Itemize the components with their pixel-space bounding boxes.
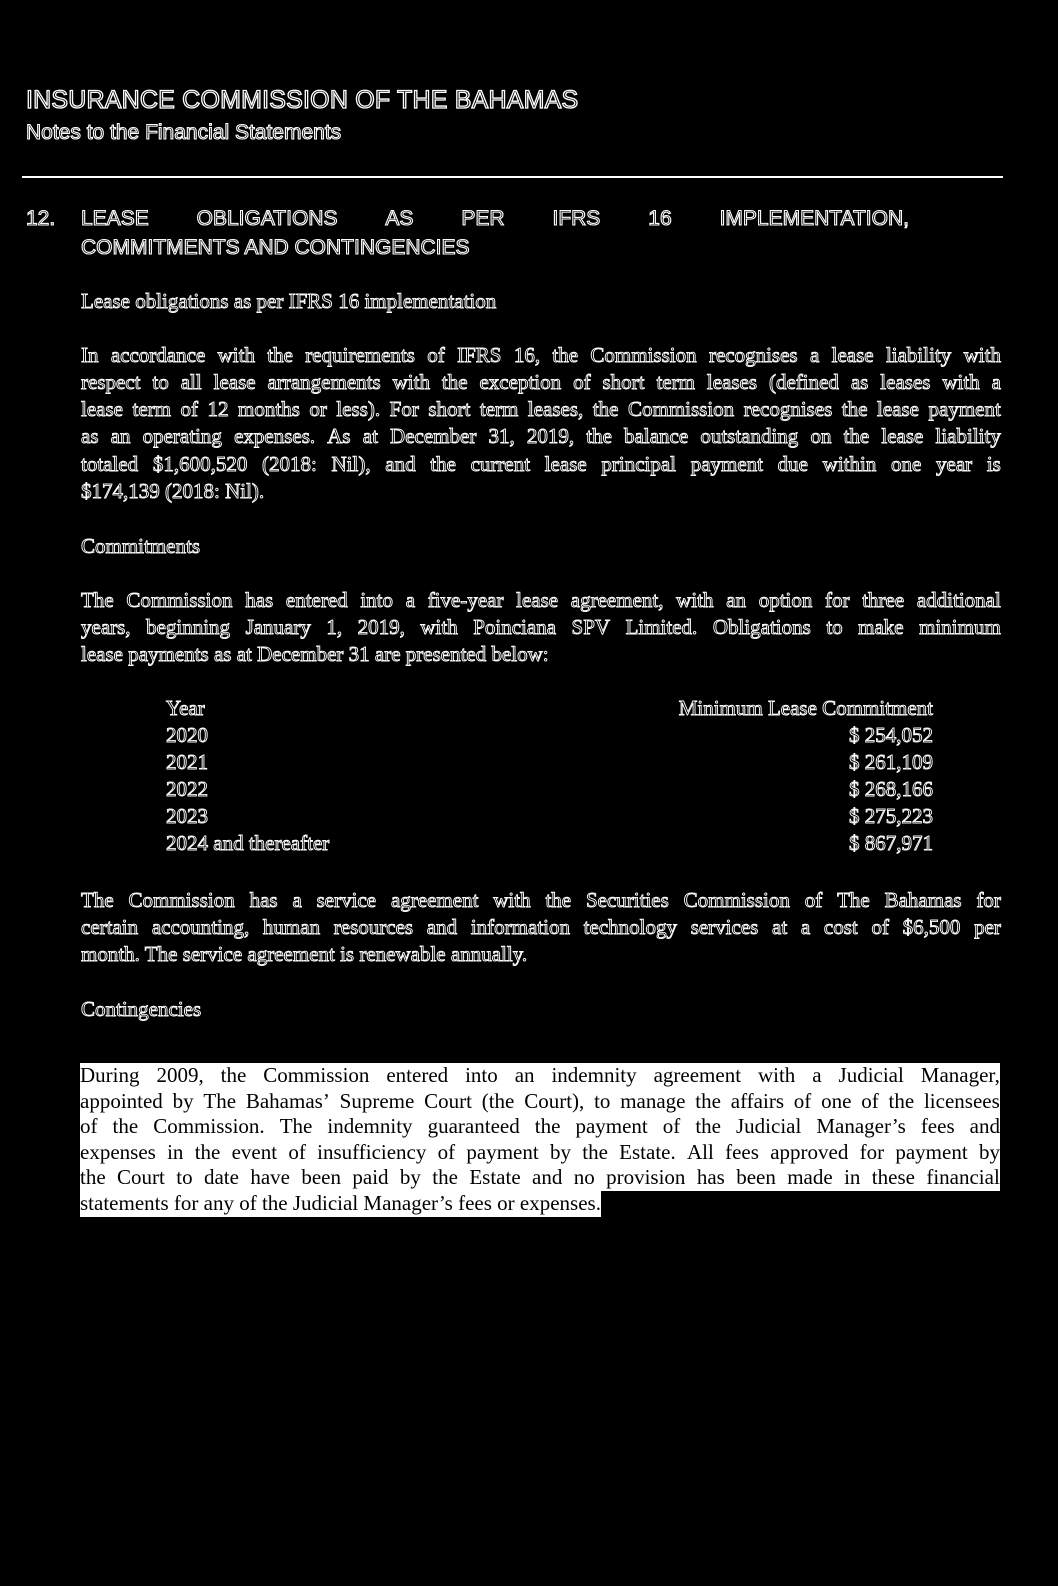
word: three (862, 588, 905, 612)
word: these (871, 1165, 915, 1189)
word: by (172, 1088, 194, 1113)
word: Estate (469, 1165, 521, 1189)
word: the (430, 452, 456, 476)
word: on (810, 424, 832, 448)
table-cell-amount: $ 867,971 (849, 831, 933, 855)
word: additional (916, 588, 1001, 612)
word: by (549, 1139, 571, 1164)
word: Commission (263, 1063, 370, 1087)
word: the (888, 1088, 915, 1113)
word: or (309, 397, 327, 421)
word: fees (920, 1114, 955, 1138)
word: has (696, 1165, 725, 1189)
word: the (267, 343, 293, 367)
word: 2019, (526, 424, 575, 448)
word: a (809, 343, 820, 367)
section-title-word: IFRS (552, 207, 601, 230)
contingencies-paragraph-line (80, 1165, 1000, 1191)
word: the (534, 1114, 561, 1138)
word: at (362, 424, 378, 448)
word: a (405, 588, 416, 612)
lease-paragraph-line (81, 370, 1001, 395)
word: been (736, 1165, 776, 1189)
word: Manager’s (816, 1114, 906, 1138)
word: an (514, 1063, 535, 1087)
word: per (974, 915, 1001, 939)
contingencies-heading: Contingencies (81, 997, 202, 1021)
word: of (180, 397, 198, 421)
service-paragraph-line (81, 915, 1001, 940)
word: approved (770, 1139, 849, 1164)
word: resources (333, 915, 414, 939)
commitments-paragraph-last: lease payments as at December 31 are presented below: (81, 642, 549, 666)
word: technology (583, 915, 677, 939)
word: date (203, 1165, 239, 1189)
word: indemnity (551, 1063, 637, 1087)
word: leases (706, 370, 758, 394)
word: agreement, (570, 588, 664, 612)
word: information (470, 915, 570, 939)
contingencies-paragraph-line (80, 1089, 1000, 1115)
word: Court (424, 1088, 472, 1113)
word: indemnity (327, 1114, 413, 1138)
contingencies-paragraph (80, 1063, 1000, 1217)
word: an (726, 588, 747, 612)
word: $6,500 (902, 915, 961, 939)
word: and (532, 1165, 563, 1189)
table-cell-amount: $ 268,166 (849, 777, 933, 801)
word: Judicial (838, 1063, 904, 1087)
word: option (758, 588, 813, 612)
word: outstanding (700, 424, 799, 448)
word: guaranteed (427, 1114, 520, 1138)
contingencies-paragraph-last: statements for any of the Judicial Manager’s fees or expenses. (80, 1190, 601, 1215)
word: leases, (527, 397, 584, 421)
section-number: 12. (26, 207, 56, 230)
service-paragraph-last: month. The service agreement is renewable annually. (81, 942, 528, 966)
word: agreement (653, 1063, 742, 1087)
word: lease (831, 343, 874, 367)
word: Limited. (625, 615, 698, 639)
table-cell-year: 2024 and thereafter (166, 831, 330, 855)
word: and (385, 452, 416, 476)
word: the (582, 1139, 608, 1164)
word: payment (575, 1114, 648, 1138)
word: the (841, 397, 868, 421)
word: affairs (730, 1088, 784, 1113)
word: a (292, 888, 302, 912)
word: human (262, 915, 321, 939)
word: of (427, 343, 445, 367)
word: liability (935, 424, 1001, 448)
word: the (695, 1088, 721, 1113)
word: and (426, 915, 458, 939)
word: lease (516, 588, 559, 612)
word: fees (725, 1139, 759, 1164)
word: no (573, 1165, 595, 1189)
word: due (777, 452, 808, 476)
word: with (392, 370, 430, 394)
word: year (936, 452, 973, 476)
contingencies-paragraph-line (80, 1063, 1000, 1089)
document-title: INSURANCE COMMISSION OF THE BAHAMAS (26, 86, 579, 114)
word: within (822, 452, 877, 476)
word: all (180, 370, 202, 394)
word: requirements (305, 343, 415, 367)
word: exception (479, 370, 562, 394)
word: to (152, 370, 169, 394)
word: beginning (146, 615, 231, 639)
word: The (203, 1088, 237, 1113)
section-title-word: OBLIGATIONS (196, 207, 338, 230)
word: of (80, 1114, 98, 1138)
word: Judicial (736, 1114, 802, 1138)
word: as (850, 370, 869, 394)
word: payment (895, 1139, 968, 1164)
commitments-heading: Commitments (81, 534, 201, 558)
word: All (687, 1139, 714, 1164)
word: cost (823, 915, 858, 939)
word: current (470, 452, 531, 476)
word: lease (881, 424, 924, 448)
table-cell-year: 2023 (166, 804, 208, 828)
word: and (969, 1114, 1000, 1138)
word: of (288, 1139, 306, 1164)
word: of (573, 370, 591, 394)
word: lease (81, 397, 123, 421)
word: of (861, 1088, 879, 1113)
word: to (826, 615, 843, 639)
word: Commission (590, 343, 697, 367)
word: Court), (524, 1088, 585, 1113)
word: licensees (923, 1088, 1000, 1113)
word: with (757, 1063, 796, 1087)
word: operating (142, 424, 222, 448)
word: During (80, 1063, 140, 1087)
word: service (316, 888, 377, 912)
word: event (231, 1139, 278, 1164)
word: Commission (128, 888, 235, 912)
word: December (390, 424, 477, 448)
word: 12 (207, 397, 229, 421)
table-cell-amount: $ 275,223 (849, 804, 933, 828)
word: of (793, 1088, 812, 1113)
lease-paragraph-last: $174,139 (2018: Nil). (81, 479, 265, 503)
word: $1,600,520 (152, 452, 248, 476)
word: term (132, 397, 171, 421)
word: Commission (627, 397, 735, 421)
word: The (279, 1114, 313, 1138)
table-cell-amount: $ 261,109 (849, 750, 933, 774)
word: appointed (80, 1088, 163, 1113)
word: manage (620, 1088, 686, 1113)
word: services (690, 915, 759, 939)
word: have (250, 1165, 290, 1189)
word: of (437, 1139, 456, 1164)
section-title-word: LEASE (81, 207, 149, 230)
word: an (110, 424, 131, 448)
word: Estate. (619, 1139, 676, 1164)
word: the (592, 397, 619, 421)
word: In (81, 343, 99, 367)
word: of (662, 1114, 681, 1138)
word: 31, (488, 424, 515, 448)
word: lease (877, 397, 920, 421)
word: the (112, 1114, 139, 1138)
word: with (942, 370, 980, 394)
word: make (858, 615, 904, 639)
word: 2019, (357, 615, 405, 639)
word: Manager, (920, 1063, 1000, 1087)
word: lease (544, 452, 587, 476)
table-header-year: Year (166, 696, 205, 720)
word: one (821, 1088, 852, 1113)
word: the (843, 424, 870, 448)
word: years, (81, 615, 131, 639)
word: for (859, 1139, 885, 1164)
commitments-paragraph-line (81, 588, 1001, 613)
table-header-amount: Minimum Lease Commitment (678, 696, 933, 720)
word: with (963, 343, 1001, 367)
word: the (586, 424, 612, 448)
word: balance (624, 424, 689, 448)
word: with (493, 888, 531, 912)
word: at (772, 915, 788, 939)
word: IFRS (457, 343, 502, 367)
word: totaled (81, 452, 139, 476)
lease-paragraph-line (81, 343, 1001, 368)
word: Supreme (339, 1088, 415, 1113)
word: short (428, 397, 471, 421)
word: Securities (585, 888, 669, 912)
word: (the (481, 1088, 515, 1113)
section-title-line2: COMMITMENTS AND CONTINGENCIES (81, 236, 470, 259)
word: Court (117, 1165, 165, 1189)
word: a (812, 1063, 822, 1087)
table-cell-year: 2021 (166, 750, 208, 774)
word: provision (606, 1165, 686, 1189)
word: made (787, 1165, 833, 1189)
word: with (676, 588, 714, 612)
word: respect (81, 370, 141, 394)
word: arrangements (267, 370, 381, 394)
word: payment (466, 1139, 539, 1164)
word: 2009, (156, 1063, 204, 1087)
word: a (991, 370, 1001, 394)
lease-paragraph-line (81, 424, 1001, 449)
word: The (81, 888, 114, 912)
section-title-word: 16 (648, 207, 672, 230)
word: recognises (743, 397, 833, 421)
word: certain (81, 915, 139, 939)
word: recognises (708, 343, 798, 367)
word: accordance (110, 343, 206, 367)
word: the (80, 1165, 106, 1189)
word: 1, (326, 615, 343, 639)
word: with (420, 615, 458, 639)
table-cell-year: 2022 (166, 777, 208, 801)
word: principal (601, 452, 677, 476)
word: Poinciana (473, 615, 557, 639)
word: expenses. (234, 424, 316, 448)
word: the (432, 1165, 458, 1189)
word: payment (690, 452, 763, 476)
section-title-word: PER (461, 207, 505, 230)
commitments-paragraph-line (81, 615, 1001, 640)
header-divider (22, 176, 1003, 178)
word: for (976, 888, 1001, 912)
word: of (804, 888, 823, 912)
word: Commission (683, 888, 790, 912)
document-subtitle: Notes to the Financial Statements (26, 121, 342, 144)
lease-paragraph-line (81, 397, 1001, 422)
word: the (552, 343, 579, 367)
word: January (245, 615, 311, 639)
word: the (545, 888, 572, 912)
word: financial (926, 1165, 1000, 1189)
word: Obligations (712, 615, 811, 639)
word: lease (213, 370, 256, 394)
word: The (81, 588, 114, 612)
word: For (389, 397, 419, 421)
word: term (479, 397, 519, 421)
word: paid (352, 1165, 389, 1189)
service-paragraph-line (81, 888, 1001, 913)
word: the (194, 1139, 221, 1164)
word: insufficiency (317, 1139, 427, 1164)
word: (defined (768, 370, 839, 394)
word: (2018: (262, 452, 317, 476)
word: the (441, 370, 468, 394)
word: short (602, 370, 645, 394)
word: to (594, 1088, 611, 1113)
contingencies-paragraph-line (80, 1140, 1000, 1166)
word: a (800, 915, 811, 939)
word: leases (880, 370, 931, 394)
word: months (238, 397, 300, 421)
word: term (656, 370, 695, 394)
word: into (360, 588, 394, 612)
lease-paragraph-line (81, 452, 1001, 477)
section-title-word: AS (385, 207, 414, 230)
word: Bahamas’ (245, 1088, 330, 1113)
word: by (978, 1139, 1000, 1164)
word: as (81, 424, 99, 448)
word: Nil), (331, 452, 371, 476)
word: 16, (513, 343, 541, 367)
word: expenses (80, 1139, 156, 1164)
word: to (176, 1165, 193, 1189)
word: accounting, (151, 915, 250, 939)
word: entered (386, 1063, 449, 1087)
word: Commission. (153, 1114, 265, 1138)
word: liability (885, 343, 952, 367)
section-title-word: IMPLEMENTATION, (719, 207, 909, 230)
word: has (245, 588, 274, 612)
word: one (891, 452, 922, 476)
word: payment (928, 397, 1001, 421)
word: agreement (390, 888, 479, 912)
word: with (217, 343, 255, 367)
word: the (695, 1114, 721, 1138)
word: As (327, 424, 351, 448)
word: is (986, 452, 1001, 476)
word: less). (336, 397, 381, 421)
word: minimum (919, 615, 1001, 639)
word: in (167, 1139, 184, 1164)
word: has (249, 888, 278, 912)
word: five-year (427, 588, 504, 612)
table-cell-amount: $ 254,052 (849, 723, 933, 747)
word: Commission (126, 588, 233, 612)
section-title-line1 (81, 207, 909, 231)
word: entered (285, 588, 348, 612)
word: for (825, 588, 850, 612)
contingencies-paragraph-line (80, 1114, 1000, 1140)
word: by (399, 1165, 421, 1189)
word: SPV (571, 615, 611, 639)
word: of (871, 915, 889, 939)
word: Bahamas (884, 888, 962, 912)
word: the (220, 1063, 247, 1087)
word: been (301, 1165, 342, 1189)
word: in (844, 1165, 861, 1189)
table-cell-year: 2020 (166, 723, 208, 747)
word: into (465, 1063, 498, 1087)
word: The (837, 888, 870, 912)
lease-heading: Lease obligations as per IFRS 16 implementation (81, 289, 497, 313)
